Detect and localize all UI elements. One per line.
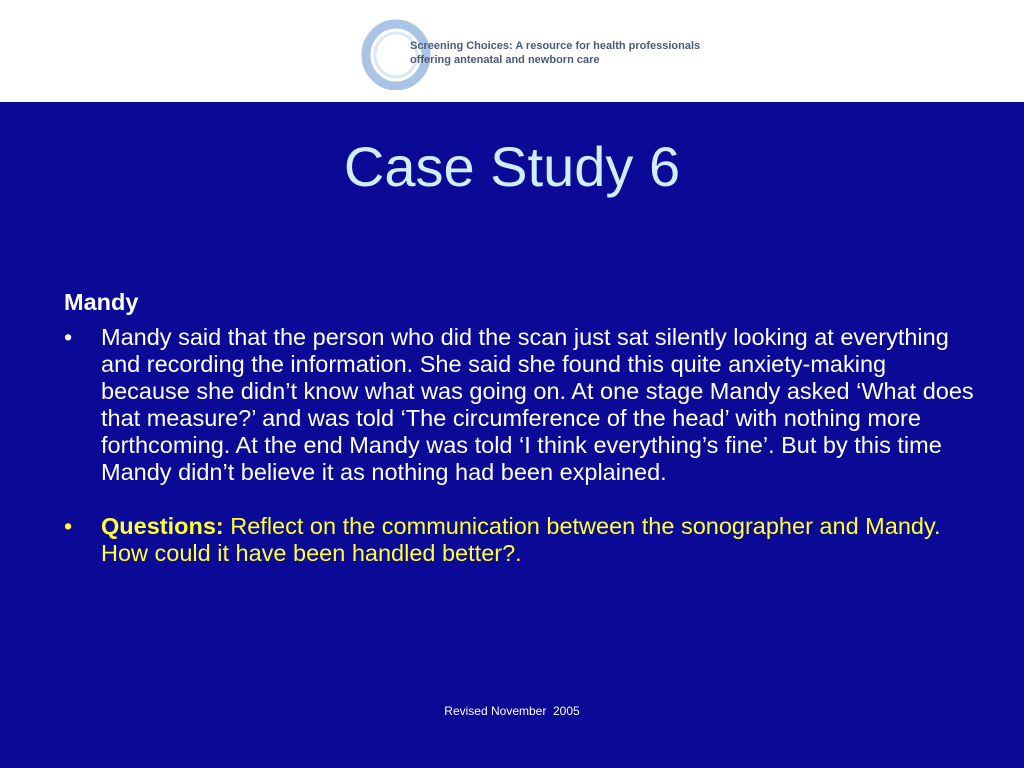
footer-revision-note: Revised November 2005 [444, 704, 580, 718]
questions-label: Questions: [101, 513, 224, 539]
questions-bullet [64, 513, 974, 567]
slide-content [64, 289, 974, 567]
narrative-text: Mandy said that the person who did the scan just sat silently looking at everything and recording the information. She said she found this quite anxiety-making because she didn’t know what was going on. At one stage Mandy asked ‘What does that measure?’ and was told ‘The circumference of the head’ with nothing more forthcoming. At the end Mandy was told ‘I think everything’s fine’. But by this time Mandy didn’t believe it as nothing had been explained. [101, 324, 974, 485]
logo-line-2: offering antenatal and newborn care [410, 54, 600, 66]
logo-text [410, 39, 700, 67]
bullet-icon: • [64, 324, 73, 350]
questions-text: Reflect on the communication between the sonographer and Mandy. How could it have been handled better?. [101, 513, 941, 566]
case-subject-heading: Mandy [64, 289, 139, 315]
logo-line-1: Screening Choices: A resource for health professionals [410, 40, 701, 52]
narrative-bullet [64, 324, 974, 486]
slide-title: Case Study 6 [343, 135, 681, 198]
header-banner [0, 0, 1024, 102]
bullet-icon: • [64, 513, 73, 539]
